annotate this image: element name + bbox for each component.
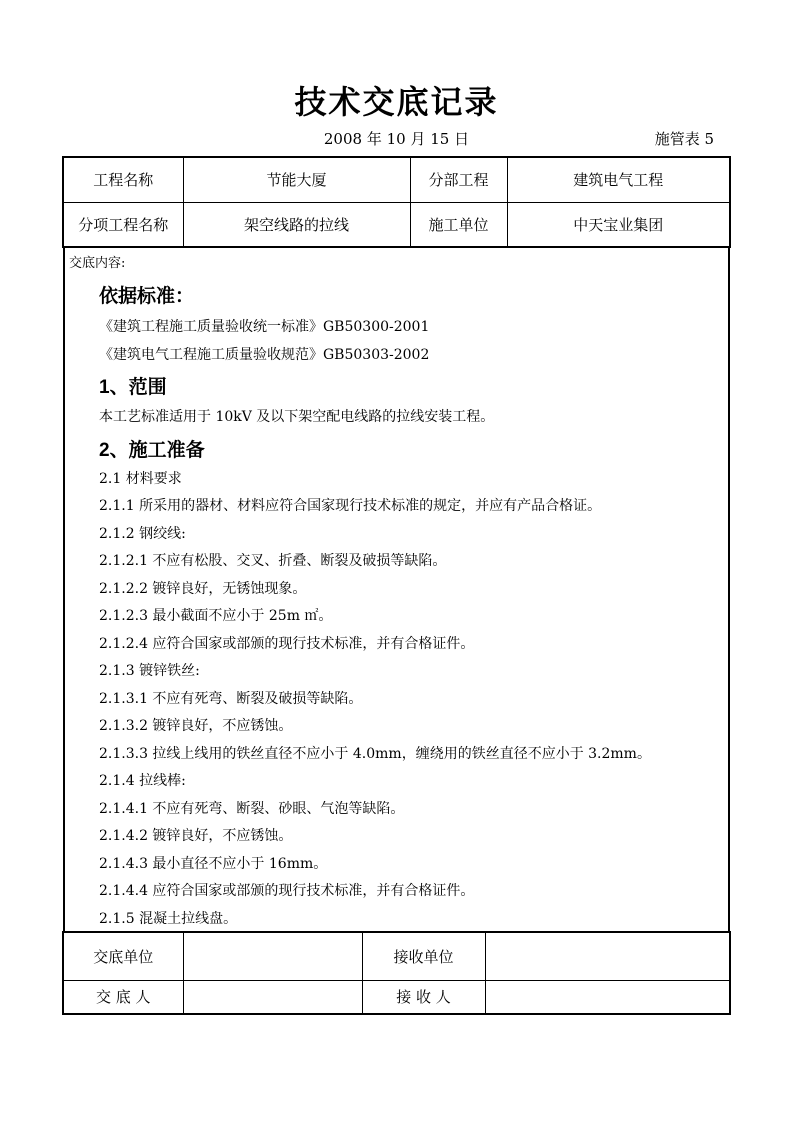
construction-unit-value: 中天宝业集团 <box>507 202 730 247</box>
content-line: 2.1.3.2 镀锌良好，不应锈蚀。 <box>99 718 293 734</box>
division-work-label: 分部工程 <box>410 157 507 202</box>
content-line: 2.1.4.4 应符合国家或部颁的现行技术标准，并有合格证件。 <box>99 883 475 899</box>
content-line: 2.1.4.3 最小直径不应小于 16mm。 <box>99 855 328 872</box>
section-heading-scope: 1、范围 <box>99 377 167 398</box>
receiver-label: 接 收 人 <box>362 980 485 1014</box>
content-line: 2.1.3 镀锌铁丝: <box>99 663 200 679</box>
content-line: 本工艺标准适用于 10kV 及以下架空配电线路的拉线安装工程。 <box>99 409 495 425</box>
division-work-value: 建筑电气工程 <box>507 157 730 202</box>
content-line: 2.1.4.2 镀锌良好，不应锈蚀。 <box>99 828 293 844</box>
table-row <box>63 932 730 980</box>
table-row <box>63 157 730 202</box>
content-line: 2.1.2 钢绞线: <box>99 525 186 542</box>
disclosing-unit-label: 交底单位 <box>63 932 183 980</box>
content-line: 2.1.3.3 拉线上线用的铁丝直径不应小于 4.0mm，缠绕用的铁丝直径不应小于 3.2mm。 <box>99 745 651 762</box>
disclosing-unit-value <box>183 932 362 980</box>
content-line: 2.1.3.1 不应有死弯、断裂及破损等缺陷。 <box>99 690 363 707</box>
discloser-value <box>183 980 362 1014</box>
receiving-unit-label: 接收单位 <box>362 932 485 980</box>
project-info-table <box>62 156 731 248</box>
content-line: 2.1.2.4 应符合国家或部颁的现行技术标准，并有合格证件。 <box>99 635 475 652</box>
discloser-label: 交 底 人 <box>63 980 183 1014</box>
document-meta-row <box>63 128 730 150</box>
document-title: 技术交底记录 <box>294 84 499 120</box>
content-line: 2.1.4 拉线棒: <box>99 773 186 789</box>
content-line: 2.1.2.1 不应有松股、交叉、折叠、断裂及破损等缺陷。 <box>99 553 447 569</box>
disclosure-content-box <box>63 246 730 933</box>
content-line: 2.1.1 所采用的器材、材料应符合国家现行技术标准的规定，并应有产品合格证。 <box>99 498 602 514</box>
form-number: 施管表 5 <box>654 130 714 148</box>
section-heading-basis: 依据标准： <box>99 286 195 307</box>
receiving-unit-value <box>485 932 730 980</box>
content-line: 《建筑工程施工质量验收统一标准》GB50300-2001 <box>99 319 430 335</box>
content-line: 2.1.4.1 不应有死弯、断裂、砂眼、气泡等缺陷。 <box>99 800 405 817</box>
content-line: 2.1.2.2 镀锌良好，无锈蚀现象。 <box>99 580 307 597</box>
content-line: 2.1 材料要求 <box>99 470 182 487</box>
sub-project-name-value: 架空线路的拉线 <box>183 202 410 247</box>
project-name-value: 节能大厦 <box>183 157 410 202</box>
content-line: 2.1.5 混凝土拉线盘。 <box>99 910 238 927</box>
disclosure-content-label: 交底内容: <box>69 256 126 271</box>
table-row <box>63 980 730 1014</box>
document-date: 2008 年 10 月 15 日 <box>323 130 470 148</box>
table-row <box>63 202 730 247</box>
construction-unit-label: 施工单位 <box>410 202 507 247</box>
section-heading-preparation: 2、施工准备 <box>99 439 205 461</box>
sub-project-name-label: 分项工程名称 <box>63 202 183 247</box>
receiver-value <box>485 980 730 1014</box>
project-name-label: 工程名称 <box>63 157 183 202</box>
content-line: 2.1.2.3 最小截面不应小于 25m ㎡。 <box>99 608 333 624</box>
content-line: 《建筑电气工程施工质量验收规范》GB50303-2002 <box>99 346 430 363</box>
signature-table <box>62 931 731 1015</box>
